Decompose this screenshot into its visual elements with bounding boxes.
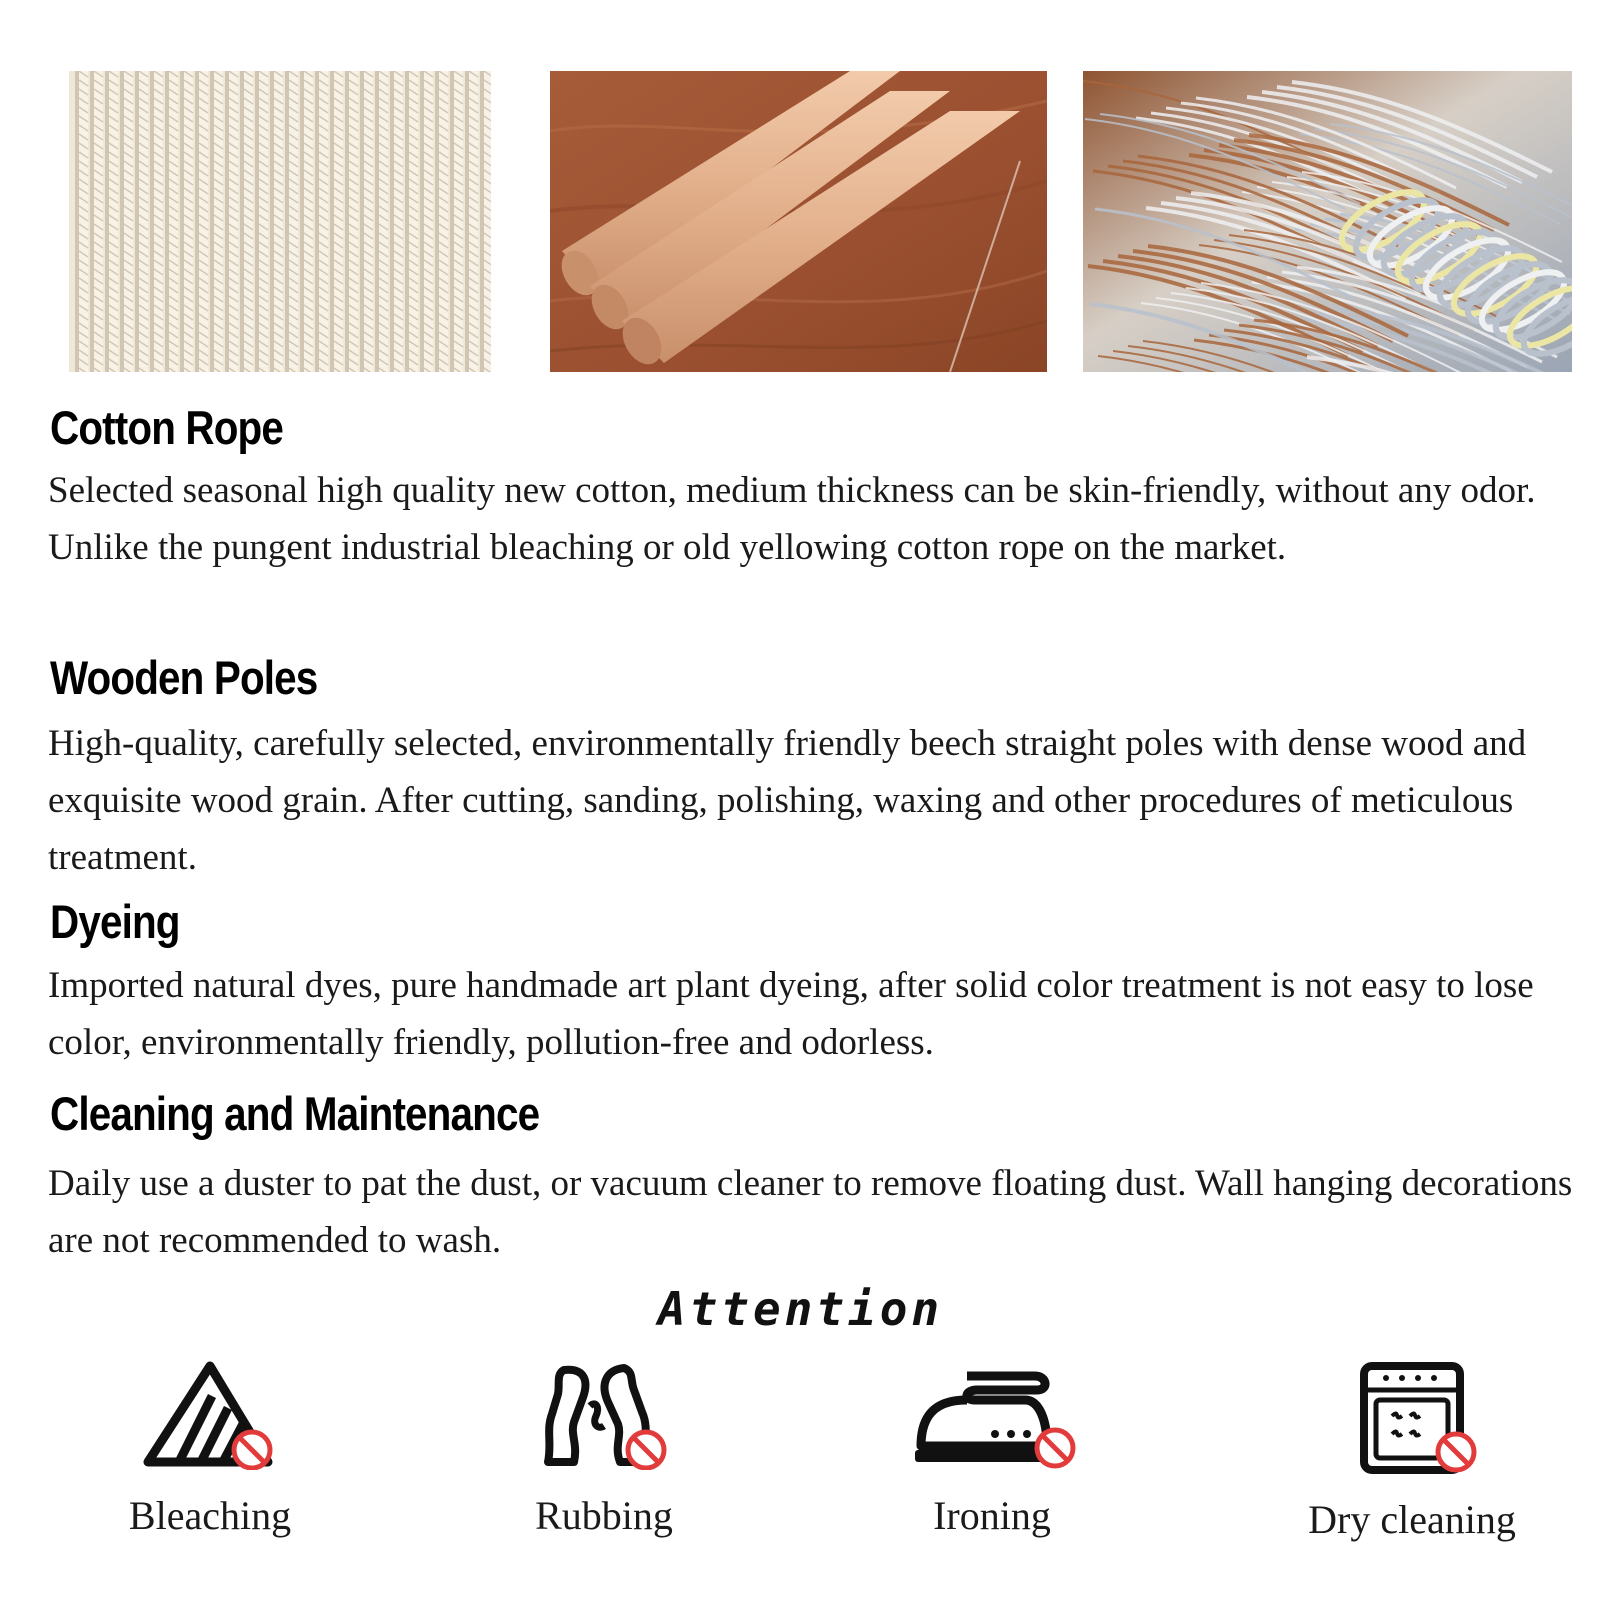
wooden-poles-photo xyxy=(550,71,1047,372)
prohibited-icon xyxy=(628,1432,664,1468)
dry-cleaning-icon xyxy=(1342,1360,1482,1474)
care-item-rubbing xyxy=(474,1360,734,1539)
section-body-wooden-poles: High-quality, carefully selected, environmentally friendly beech straight poles with dense wood and exquisite wood grain. After cutting, sanding, polishing, waxing and other procedures of meticulous treatment. xyxy=(48,723,1527,878)
bleaching-icon xyxy=(140,1360,280,1470)
prohibited-icon xyxy=(1037,1430,1073,1466)
care-label-dry-cleaning: Dry cleaning xyxy=(1308,1497,1516,1542)
care-item-bleaching xyxy=(80,1360,340,1539)
care-item-ironing xyxy=(862,1360,1122,1539)
section-body-cleaning: Daily use a duster to pat the dust, or vacuum cleaner to remove floating dust. Wall hanging decorations are not recommended to wash. xyxy=(48,1163,1573,1261)
section-body-dyeing: Imported natural dyes, pure handmade art plant dyeing, after solid color treatment is not easy to lose color, environmentally friendly, pollution-free and odorless. xyxy=(48,965,1534,1063)
section-body-cotton-rope: Selected seasonal high quality new cotton, medium thickness can be skin-friendly, without any odor. Unlike the pungent industrial bleaching or old yellowing cotton rope on the market. xyxy=(48,470,1536,568)
ironing-icon xyxy=(907,1360,1077,1470)
care-item-dry-cleaning xyxy=(1282,1360,1542,1543)
section-title-cotton-rope: Cotton Rope xyxy=(50,401,284,454)
care-label-bleaching: Bleaching xyxy=(128,1493,292,1538)
section-title-dyeing: Dyeing xyxy=(50,895,180,948)
prohibited-icon xyxy=(234,1432,270,1468)
dyeing-photo xyxy=(1083,71,1572,372)
care-label-ironing: Ironing xyxy=(933,1493,1051,1538)
care-label-rubbing: Rubbing xyxy=(535,1493,673,1538)
section-title-wooden-poles: Wooden Poles xyxy=(50,651,318,704)
attention-title: Attention xyxy=(657,1282,944,1336)
cotton-rope-photo xyxy=(69,71,491,372)
section-title-cleaning: Cleaning and Maintenance xyxy=(50,1087,540,1140)
prohibited-icon xyxy=(1438,1434,1474,1470)
rubbing-icon xyxy=(534,1360,674,1470)
